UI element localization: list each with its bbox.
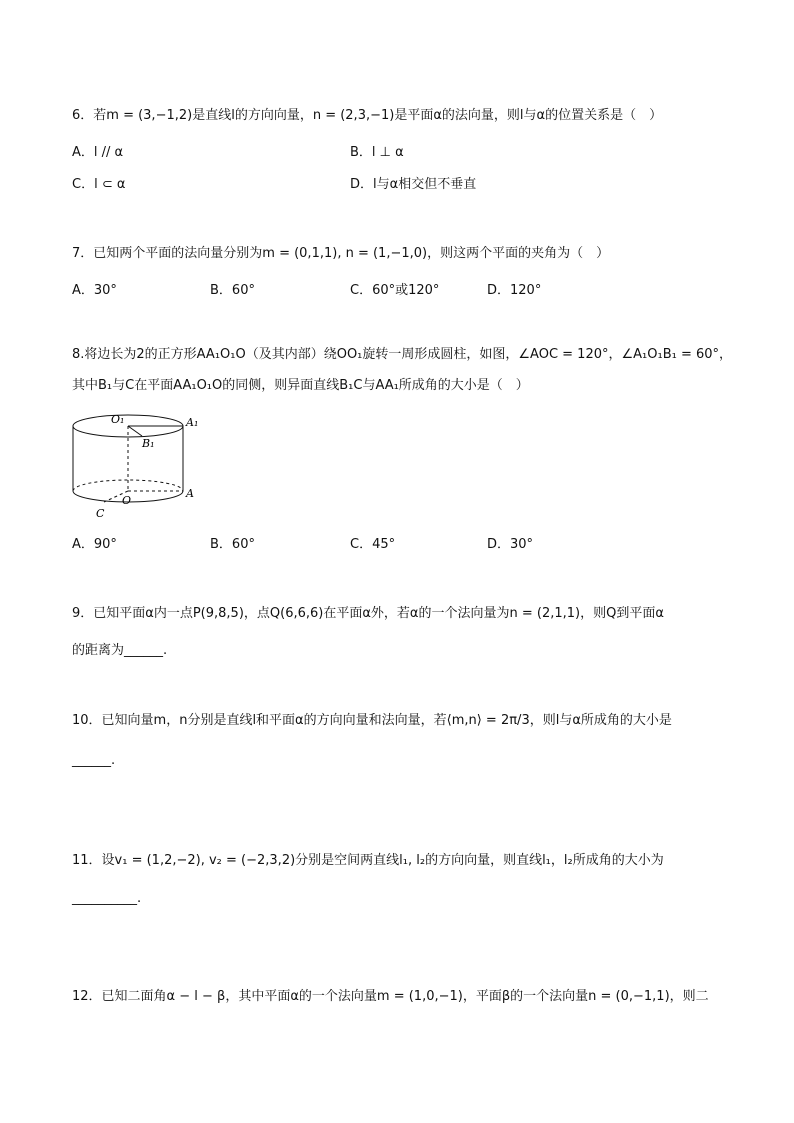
question-9-stem-line1: 9．已知平面α内一点P(9,8,5)，点Q(6,6,6)在平面α外，若α的一个法向量为n = (2,1,1)，则Q到平面α (72, 606, 664, 621)
q6-option-b: B．l ⊥ α (350, 145, 404, 160)
label-b1: B₁ (142, 437, 155, 450)
question-12-stem-line1: 12．已知二面角α − l − β，其中平面α的一个法向量m = (1,0,−1)，平面β的一个法向量n = (0,−1,1)，则二 (72, 989, 709, 1004)
q8-option-d: D．30° (487, 537, 534, 552)
question-11-stem-line1: 11．设v₁ = (1,2,−2), v₂ = (−2,3,2)分别是空间两直线l₁, l₂的方向向量，则直线l₁，l₂所成角的大小为 (72, 853, 664, 868)
q7-option-c: C．60°或120° (350, 283, 440, 298)
q6-option-a: A．l // α (72, 145, 124, 160)
q7-option-b: B．60° (210, 283, 255, 298)
question-11-stem-line2: __________. (72, 891, 142, 906)
question-8-stem-line1: 8.将边长为2的正方形AA₁O₁O（及其内部）绕OO₁旋转一周形成圆柱，如图，∠AOC = 120°，∠A₁O₁B₁ = 60°， (72, 347, 733, 362)
q7-option-d: D．120° (487, 283, 542, 298)
question-9-stem-line2: 的距离为______. (72, 643, 168, 658)
question-10-stem-line2: ______. (72, 753, 116, 768)
label-c: C (96, 507, 105, 520)
q6-option-c: C．l ⊂ α (72, 177, 126, 192)
label-a: A (186, 487, 194, 500)
q8-option-b: B．60° (210, 537, 255, 552)
question-7-stem: 7．已知两个平面的法向量分别为m = (0,1,1), n = (1,−1,0)，则这两个平面的夹角为（ ） (72, 246, 610, 261)
q6-option-d: D．l与α相交但不垂直 (350, 177, 477, 192)
label-o1: O₁ (111, 413, 125, 426)
segment-o1b1 (128, 426, 142, 436)
question-10-stem-line1: 10．已知向量m，n分别是直线l和平面α的方向向量和法向量，若⟨m,n⟩ = 2π/3，则l与α所成角的大小是 (72, 713, 672, 728)
q8-option-c: C．45° (350, 537, 396, 552)
label-a1: A₁ (186, 416, 199, 429)
question-6-stem: 6．若m = (3,−1,2)是直线l的方向向量，n = (2,3,−1)是平面α的法向量，则l与α的位置关系是（ ） (72, 108, 663, 123)
label-o: O (122, 494, 132, 507)
q7-option-a: A．30° (72, 283, 117, 298)
cylinder-figure (60, 410, 210, 525)
q8-option-a: A．90° (72, 537, 117, 552)
question-8-stem-line2: 其中B₁与C在平面AA₁O₁O的同侧，则异面直线B₁C与AA₁所成角的大小是（ ） (72, 378, 529, 393)
